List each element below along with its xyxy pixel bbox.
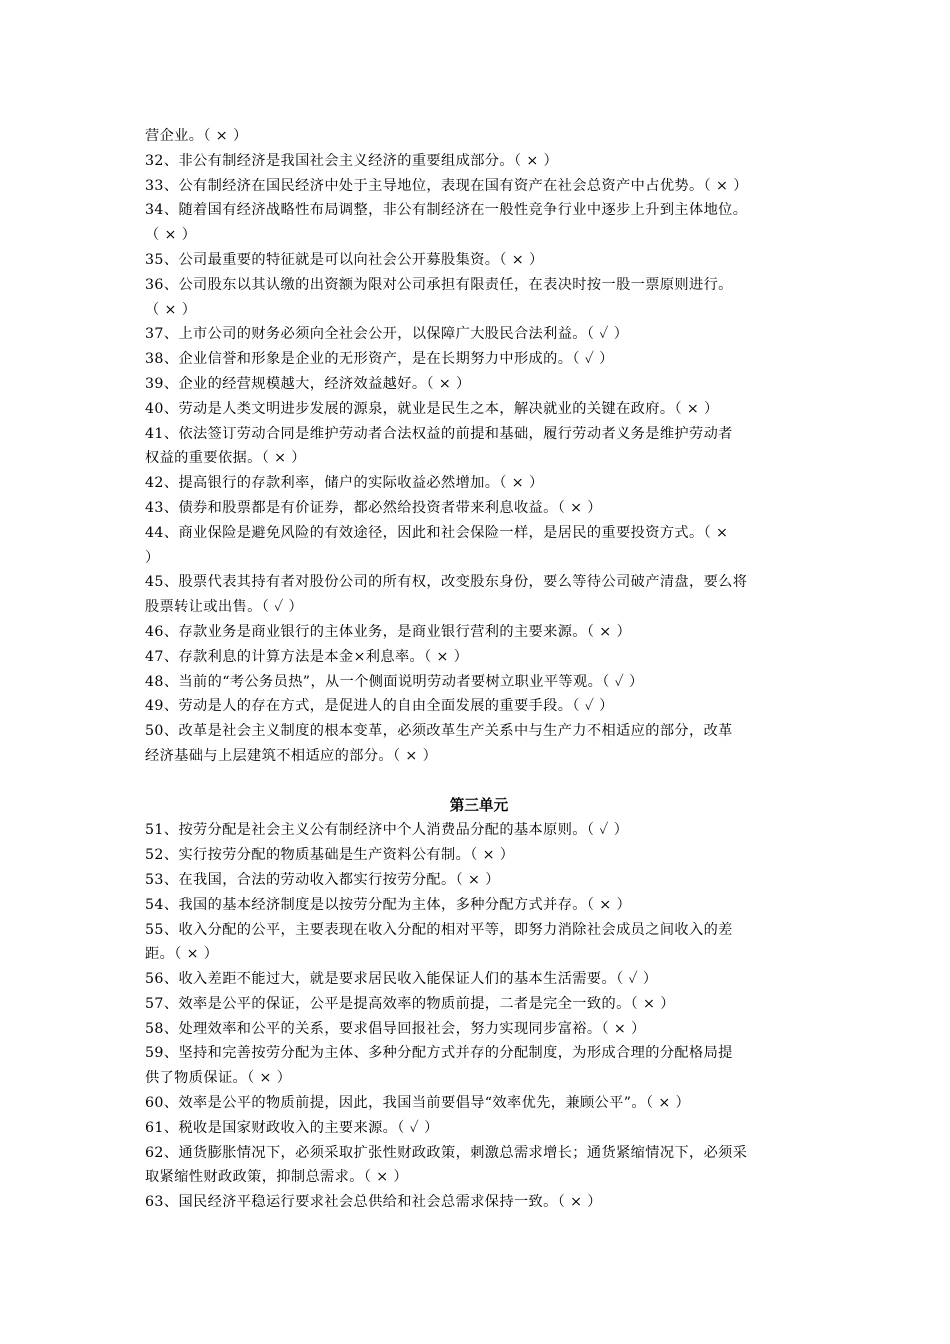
text-line: 58、处理效率和公平的关系，要求倡导回报社会，努力实现同步富裕。（ × ） [145,1020,646,1037]
text-line: （ × ） [145,227,197,244]
text-line: 42、提高银行的存款利率，储户的实际收益必然增加。（ × ） [145,475,544,492]
text-line: 营企业。（ × ） [145,128,248,144]
text-line: 32、非公有制经济是我国社会主义经济的重要组成部分。（ × ） [145,152,559,169]
text-line: 取紧缩性财政政策，抑制总需求。（ × ） [145,1169,408,1186]
text-line: 54、我国的基本经济制度是以按劳分配为主体，多种分配方式并存。（ × ） [145,896,632,913]
text-line: 44、商业保险是避免风险的有效途径，因此和社会保险一样，是居民的重要投资方式。（ × [145,524,729,541]
text-line: 50、改革是社会主义制度的根本变革，必须改革生产关系中与生产力不相适应的部分，改革 [145,723,733,740]
text-line: 股票转让或出售。（ ✓ ） [145,599,304,616]
text-line: 59、坚持和完善按劳分配为主体、多种分配方式并存的分配制度，为形成合理的分配格局提 [145,1045,733,1062]
text-line: 63、国民经济平稳运行要求社会总供给和社会总需求保持一致。（ × ） [145,1194,602,1211]
text-line: 55、收入分配的公平，主要表现在收入分配的相对平等，即努力消除社会成员之间收入的差 [145,921,733,938]
text-line: 60、效率是公平的物质前提，因此，我国当前要倡导“效率优先，兼顾公平”。（ × ） [145,1095,691,1112]
text-line: 38、企业信誉和形象是企业的无形资产，是在长期努力中形成的。（ ✓ ） [145,351,614,368]
text-line: 41、依法签订劳动合同是维护劳动者合法权益的前提和基础，履行劳动者义务是维护劳动者 [145,425,733,442]
text-line: 47、存款利息的计算方法是本金×利息率。（ × ） [145,648,469,665]
text-line: 57、效率是公平的保证，公平是提高效率的物质前提，二者是完全一致的。（ × ） [145,995,675,1012]
text-line: 43、债券和股票都是有价证券，都必然给投资者带来利息收益。（ × ） [145,499,602,516]
text-line: 40、劳动是人类文明进步发展的源泉，就业是民生之本，解决就业的关键在政府。（ × ） [145,400,719,417]
text-line: 61、税收是国家财政收入的主要来源。（ ✓ ） [145,1119,439,1136]
blank-line [145,769,813,794]
text-line: 46、存款业务是商业银行的主体业务，是商业银行营利的主要来源。（ × ） [145,623,632,640]
text-line: 39、企业的经营规模越大，经济效益越好。（ × ） [145,375,471,392]
text-line: ） [145,549,160,566]
text-line: （ × ） [145,301,197,318]
text-line: 62、通货膨胀情况下，必须采取扩张性财政政策，刺激总需求增长；通货紧缩情况下，必须采 [145,1144,748,1161]
text-line: 53、在我国，合法的劳动收入都实行按劳分配。（ × ） [145,871,500,888]
document-page [145,124,813,1215]
text-line: 45、股票代表其持有者对股份公司的所有权，改变股东身份，要么等待公司破产清盘，要么将 [145,574,748,591]
text-line: 52、实行按劳分配的物质基础是生产资料公有制。（ × ） [145,847,515,864]
text-line: 36、公司股东以其认缴的出资额为限对公司承担有限责任，在表决时按一股一票原则进行。 [145,276,733,293]
text-line: 37、上市公司的财务必须向全社会公开，以保障广大股民合法利益。（ ✓ ） [145,326,629,343]
text-line: 49、劳动是人的存在方式，是促进人的自由全面发展的重要手段。（ ✓ ） [145,698,614,715]
text-line: 51、按劳分配是社会主义公有制经济中个人消费品分配的基本原则。（ ✓ ） [145,822,629,839]
section-title: 第三单元 [449,796,509,814]
text-line: 35、公司最重要的特征就是可以向社会公开募股集资。（ × ） [145,251,544,268]
text-line: 33、公有制经济在国民经济中处于主导地位，表现在国有资产在社会总资产中占优势。（ × ） [145,177,748,194]
text-line: 经济基础与上层建筑不相适应的部分。（ × ） [145,747,438,764]
text-line: 34、随着国有经济战略性布局调整，非公有制经济在一般性竞争行业中逐步上升到主体地位。 [145,202,748,219]
text-line: 供了物质保证。（ × ） [145,1070,292,1087]
text-line: 距。（ × ） [145,946,219,963]
text-line: 权益的重要依据。（ × ） [145,450,306,467]
text-line: 56、收入差距不能过大，就是要求居民收入能保证人们的基本生活需要。（ ✓ ） [145,971,658,988]
text-line: 48、当前的“考公务员热”，从一个侧面说明劳动者要树立职业平等观。（ ✓ ） [145,673,644,690]
